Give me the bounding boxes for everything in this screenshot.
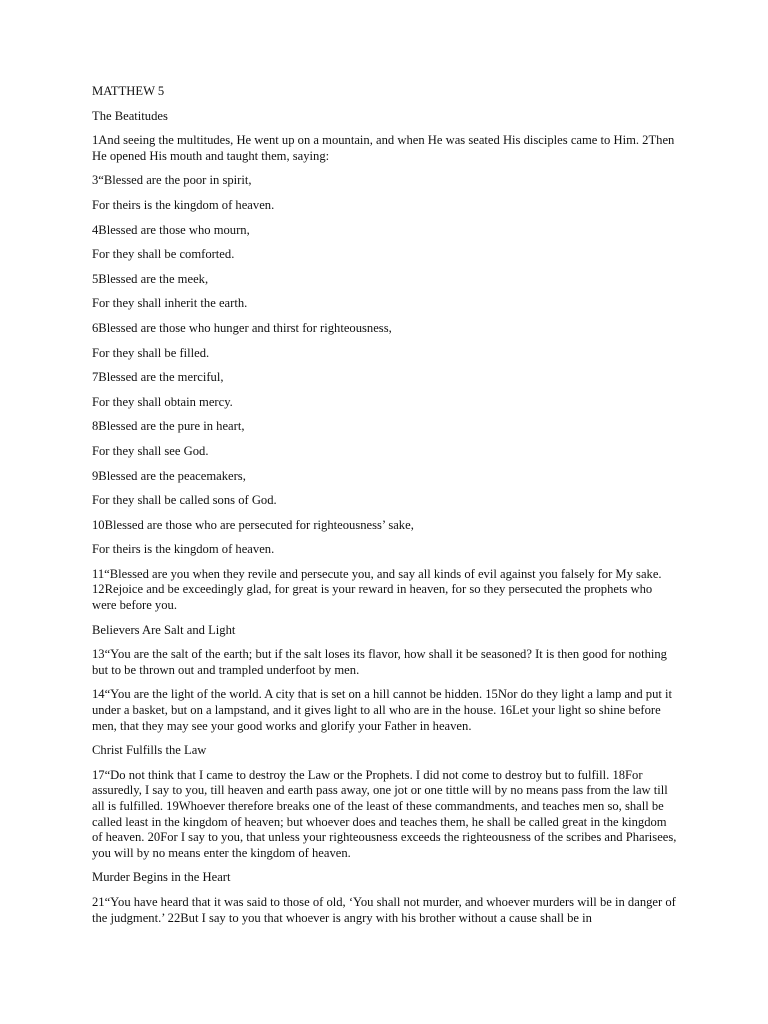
paragraph: 8Blessed are the pure in heart,: [92, 419, 245, 434]
paragraph: 5Blessed are the meek,: [92, 271, 209, 286]
section-heading: The Beatitudes: [92, 108, 168, 123]
paragraph: For they shall see God.: [92, 443, 209, 458]
paragraph: For theirs is the kingdom of heaven.: [92, 542, 275, 557]
paragraph: 17“Do not think that I came to destroy the Law or the Prophets. I did not come to destroy but to fulfill. 18For assuredly, I say to you, till heaven and earth pass away, one jot or one tittle will by no means pass from the law till all is fulfilled. 19Whoever therefore breaks one of the least of these commandments, and teaches men so, shall be called least in the kingdom of heaven; but whoever does and teaches them, he shall be called great in the kingdom of heaven. 20For I say to you, that unless your righteousness exceeds the righteousness of the scribes and Pharisees, you will by no means enter the kingdom of heaven.: [92, 767, 677, 860]
paragraph: 6Blessed are those who hunger and thirst for righteousness,: [92, 320, 392, 335]
paragraph: 3“Blessed are the poor in spirit,: [92, 173, 252, 188]
paragraph: For they shall obtain mercy.: [92, 394, 233, 409]
section-heading: Believers Are Salt and Light: [92, 622, 236, 637]
paragraph: 21“You have heard that it was said to those of old, ‘You shall not murder, and whoever murders will be in danger of the judgment.’ 22But I say to you that whoever is angry with his brother without a cause shall be in: [92, 894, 676, 925]
paragraph: For they shall be filled.: [92, 345, 210, 360]
paragraph: 10Blessed are those who are persecuted for righteousness’ sake,: [92, 517, 414, 532]
paragraph: For theirs is the kingdom of heaven.: [92, 197, 275, 212]
paragraph: 14“You are the light of the world. A city that is set on a hill cannot be hidden. 15Nor do they light a lamp and put it under a basket, but on a lampstand, and it gives light to all who are in the house. 16Let your light so shine before men, that they may see your good works and glorify your Father in heaven.: [92, 687, 673, 733]
paragraph: 4Blessed are those who mourn,: [92, 222, 250, 237]
document-page: [92, 84, 677, 935]
paragraph: 1And seeing the multitudes, He went up on a mountain, and when He was seated His disciples came to Him. 2Then He opened His mouth and taught them, saying:: [92, 133, 675, 163]
section-heading: Murder Begins in the Heart: [92, 870, 231, 885]
paragraph: 7Blessed are the merciful,: [92, 370, 224, 385]
paragraph: For they shall be comforted.: [92, 247, 235, 262]
chapter-title: MATTHEW 5: [92, 84, 165, 98]
paragraph: 11“Blessed are you when they revile and persecute you, and say all kinds of evil against you falsely for My sake. 12Rejoice and be exceedingly glad, for great is your reward in heaven, for so they persecuted the prophets who were before you.: [92, 566, 662, 613]
paragraph: For they shall inherit the earth.: [92, 296, 248, 311]
document-body: [92, 109, 677, 927]
section-heading: Christ Fulfills the Law: [92, 743, 207, 758]
paragraph: 13“You are the salt of the earth; but if the salt loses its flavor, how shall it be seasoned? It is then good for nothing but to be thrown out and trampled underfoot by men.: [92, 647, 667, 677]
paragraph: 9Blessed are the peacemakers,: [92, 468, 246, 483]
paragraph: For they shall be called sons of God.: [92, 493, 277, 508]
